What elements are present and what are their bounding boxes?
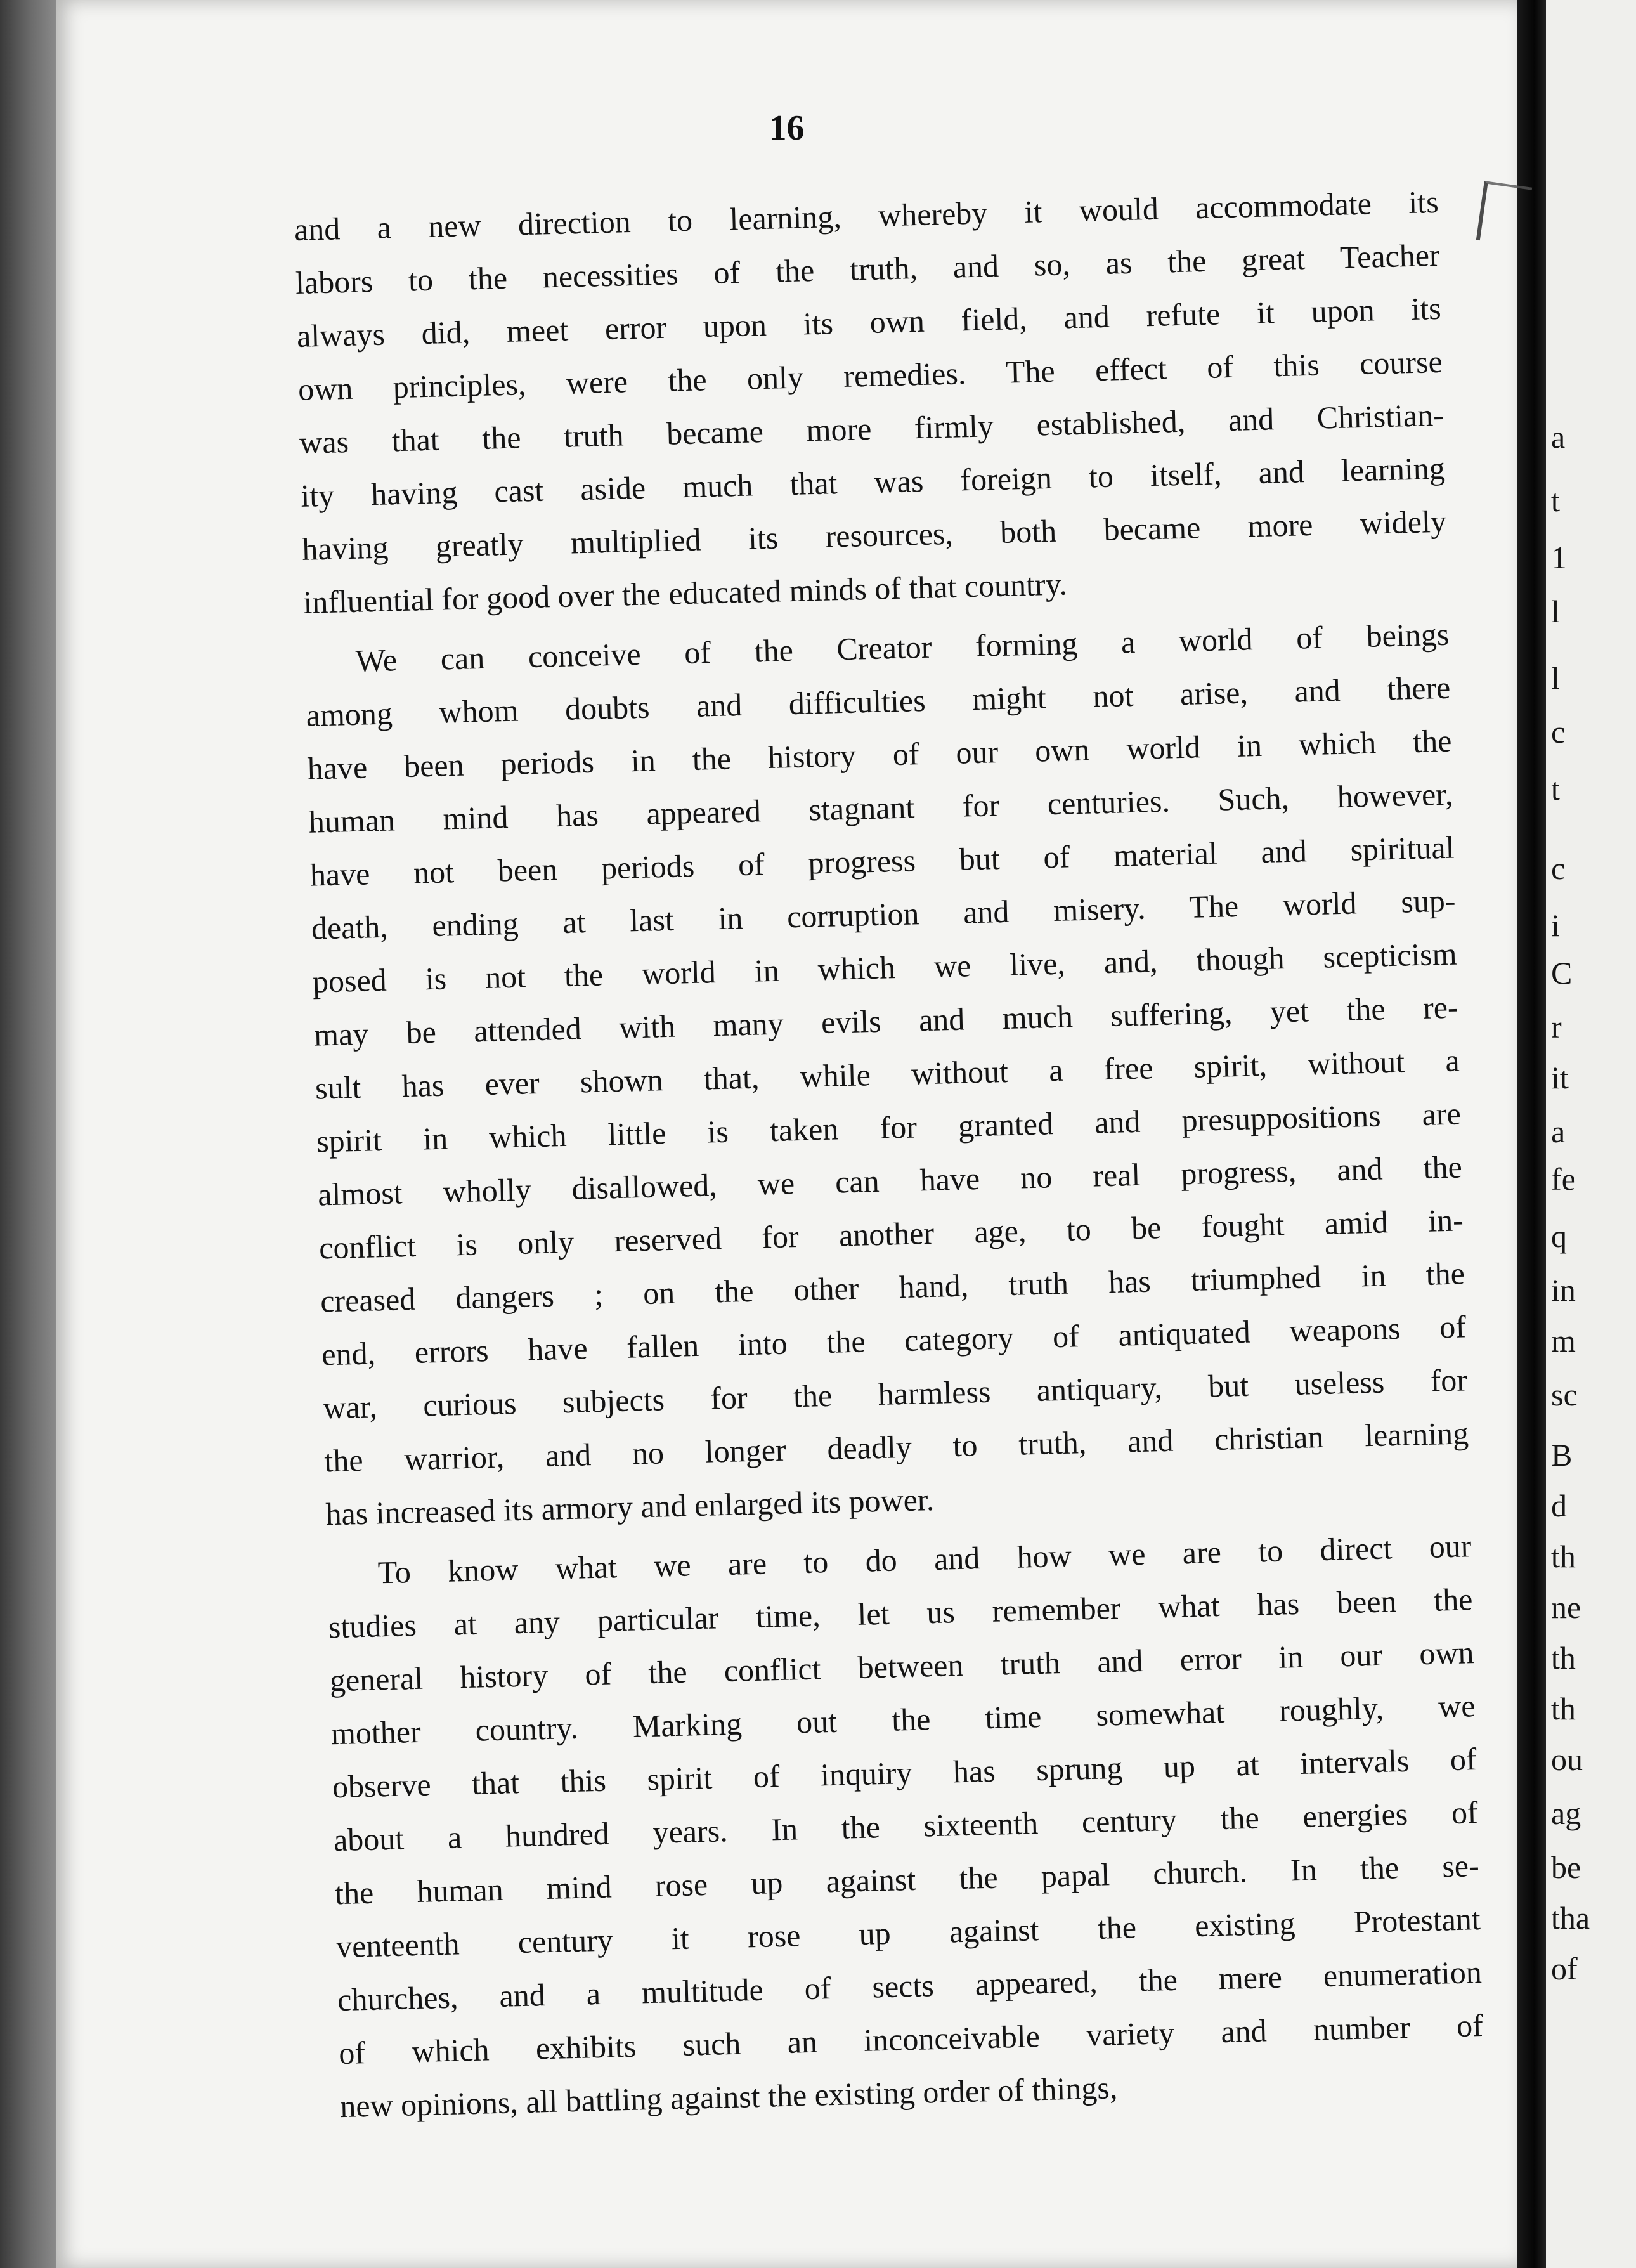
adjacent-text-fragment: th (1551, 1640, 1576, 1676)
text-line: end, errors have fallen into the category of antiquated weapons of (321, 1308, 1467, 1372)
text-line: general history of the conflict between truth and error in our own (329, 1634, 1475, 1698)
adjacent-text-fragment: ag (1551, 1796, 1581, 1831)
text-line: venteenth century it rose up against the existing Protestant (335, 1901, 1481, 1965)
adjacent-text-fragment: ou (1551, 1742, 1583, 1777)
text-line: about a hundred years. In the sixteenth century the energies of (333, 1794, 1479, 1858)
adjacent-text-fragment: d (1551, 1488, 1567, 1523)
text-line: may be attended with many evils and much suffering, yet the re- (313, 989, 1459, 1053)
adjacent-text-fragment: th (1551, 1539, 1576, 1574)
adjacent-text-fragment: B (1551, 1437, 1573, 1473)
adjacent-text-fragment: t (1551, 483, 1560, 518)
text-line: almost wholly disallowed, we can have no real progress, and the (317, 1149, 1463, 1213)
text-line: and a new direction to learning, whereby it would accommodate its (294, 183, 1439, 247)
text-line: of which exhibits such an inconceivable variety and number of (338, 2007, 1484, 2071)
adjacent-page-edge (1546, 0, 1636, 2268)
adjacent-text-fragment: a (1551, 1114, 1566, 1149)
text-line: spirit in which little is taken for granted and presuppositions are (316, 1095, 1462, 1159)
scanner-left-edge (0, 0, 56, 2268)
text-line: having greatly multiplied its resources, both became more widely (301, 503, 1447, 567)
text-line: creased dangers ; on the other hand, truth has triumphed in the (320, 1255, 1465, 1319)
text-line: death, ending at last in corruption and misery. The world sup- (311, 882, 1457, 946)
text-line: has increased its armory and enlarged its power. (325, 1481, 935, 1532)
text-line: We can conceive of the Creator forming a world of beings (354, 616, 1450, 679)
adjacent-text-fragment: 1 (1551, 540, 1567, 575)
adjacent-text-fragment: th (1551, 1691, 1576, 1726)
binding-thread (1476, 181, 1532, 247)
adjacent-text-fragment: l (1551, 660, 1560, 696)
adjacent-text-fragment: tha (1551, 1900, 1590, 1936)
adjacent-text-fragment: c (1551, 850, 1566, 886)
adjacent-text-fragment: m (1551, 1323, 1576, 1359)
text-line: posed is not the world in which we live, and, though scepticism (312, 935, 1458, 1000)
adjacent-text-fragment: be (1551, 1849, 1581, 1885)
adjacent-text-fragment: l (1551, 594, 1560, 629)
text-line: observe that this spirit of inquiry has sprung up at intervals of (332, 1741, 1477, 1805)
adjacent-text-fragment: it (1551, 1060, 1569, 1095)
text-line: studies at any particular time, let us remember what has been the (328, 1581, 1474, 1645)
adjacent-text-fragment: r (1551, 1009, 1562, 1045)
text-line: sult has ever shown that, while without a free spirit, without a (315, 1042, 1460, 1106)
adjacent-text-fragment: in (1551, 1272, 1576, 1308)
adjacent-text-fragment: i (1551, 908, 1560, 943)
text-line: own principles, were the only remedies. The effect of this course (297, 343, 1443, 407)
text-line: war, curious subjects for the harmless antiquary, but useless for (322, 1362, 1468, 1426)
text-line: the warrior, and no longer deadly to truth, and christian learning (323, 1415, 1469, 1479)
text-line: To know what we are to do and how we are to direct our (377, 1528, 1472, 1591)
adjacent-text-fragment: c (1551, 714, 1566, 750)
paragraph (294, 175, 1448, 629)
text-line: churches, and a multitude of sects appeared, the mere enumeration (337, 1954, 1483, 2018)
adjacent-text-fragment: ne (1551, 1589, 1581, 1625)
paragraph (304, 608, 1470, 1541)
paragraph (327, 1519, 1485, 2133)
text-line: always did, meet error upon its own field, and refute it upon its (296, 290, 1442, 354)
text-line: influential for good over the educated minds of that country. (302, 566, 1068, 620)
adjacent-text-fragment: q (1551, 1218, 1567, 1254)
text-line: new opinions, all battling against the existing order of things, (339, 2069, 1118, 2125)
text-line: ity having cast aside much that was foreign to itself, and learning (300, 450, 1446, 514)
adjacent-text-fragment: t (1551, 771, 1560, 807)
adjacent-text-fragment: of (1551, 1951, 1578, 1986)
adjacent-text-fragment: sc (1551, 1377, 1578, 1412)
adjacent-text-fragment: fe (1551, 1161, 1576, 1197)
book-page (56, 0, 1517, 2268)
text-line: labors to the necessities of the truth, and so, as the great Teacher (295, 237, 1441, 301)
book-gutter (1517, 0, 1546, 2268)
text-line: have been periods in the history of our own world in which the (307, 722, 1452, 786)
text-line: was that the truth became more firmly established, and Christian- (299, 396, 1444, 460)
body-text (294, 175, 1485, 2133)
page-number: 16 (769, 108, 805, 148)
text-line: mother country. Marking out the time somewhat roughly, we (330, 1688, 1476, 1752)
text-line: have not been periods of progress but of material and spiritual (309, 829, 1455, 893)
text-line: human mind has appeared stagnant for centuries. Such, however, (308, 776, 1453, 840)
text-line: among whom doubts and difficulties might not arise, and there (306, 669, 1451, 733)
adjacent-text-fragment: a (1551, 419, 1566, 455)
adjacent-text-fragment: C (1551, 955, 1573, 991)
text-line: conflict is only reserved for another age, to be fought amid in- (318, 1202, 1464, 1266)
text-line: the human mind rose up against the papal church. In the se- (334, 1848, 1480, 1912)
